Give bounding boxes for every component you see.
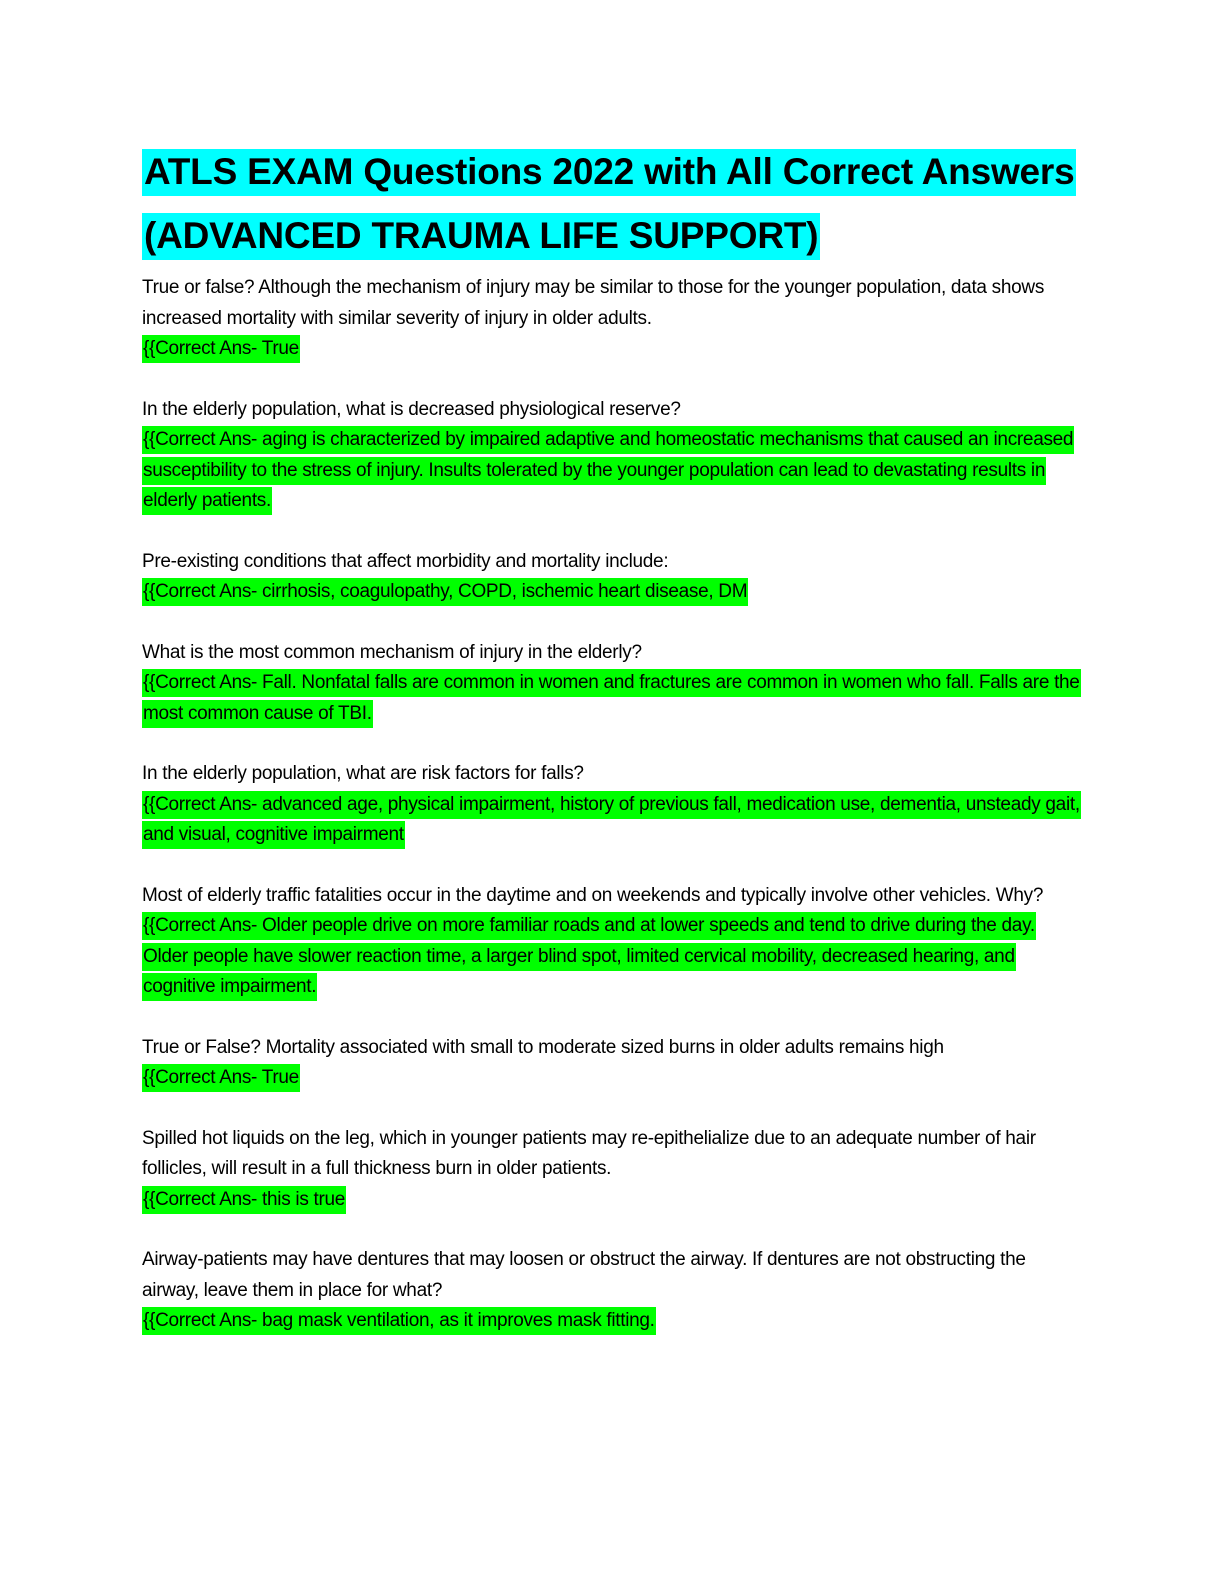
answer-highlight: {{Correct Ans- advanced age, physical impairment, history of previous fall, medication use, dementia, unsteady gait, and visual, cognitive impairment <box>142 791 1081 850</box>
qa-item-9 <box>142 1245 1082 1337</box>
answer-text <box>142 790 1082 851</box>
answer-highlight: {{Correct Ans- True <box>142 335 300 363</box>
answer-highlight: {{Correct Ans- Older people drive on more familiar roads and at lower speeds and tend to drive during the day. Older people have slower reaction time, a larger blind spot, limited cervical mobility, decreased hearing, and cognitive impairment. <box>142 912 1036 1001</box>
answer-text <box>142 1306 1082 1337</box>
answer-highlight: {{Correct Ans- cirrhosis, coagulopathy, COPD, ischemic heart disease, DM <box>142 578 748 606</box>
title-highlight: ATLS EXAM Questions 2022 with All Correct Answers (ADVANCED TRAUMA LIFE SUPPORT) <box>142 149 1076 260</box>
question-text: Most of elderly traffic fatalities occur in the daytime and on weekends and typically involve other vehicles. Why? <box>142 884 1044 906</box>
question-text: Airway-patients may have dentures that may loosen or obstruct the airway. If dentures are not obstructing the airway, leave them in place for what? <box>142 1249 1026 1301</box>
answer-highlight: {{Correct Ans- aging is characterized by impaired adaptive and homeostatic mechanisms that caused an increased susceptibility to the stress of injury. Insults tolerated by the younger population can lead to devastating results in elderly patients. <box>142 426 1074 515</box>
qa-item-8 <box>142 1124 1082 1216</box>
question-text: True or false? Although the mechanism of injury may be similar to those for the younger population, data shows increased mortality with similar severity of injury in older adults. <box>142 277 1045 329</box>
qa-item-6 <box>142 881 1082 1003</box>
question-text: In the elderly population, what is decreased physiological reserve? <box>142 398 681 420</box>
answer-text <box>142 911 1082 1003</box>
answer-text <box>142 668 1082 729</box>
question-text: Pre-existing conditions that affect morbidity and mortality include: <box>142 550 669 572</box>
answer-highlight: {{Correct Ans- bag mask ventilation, as it improves mask fitting. <box>142 1307 656 1335</box>
question-text: In the elderly population, what are risk factors for falls? <box>142 763 584 784</box>
answer-text <box>142 1063 1082 1094</box>
question-text: True or False? Mortality associated with small to moderate sized burns in older adults remains high <box>142 1036 944 1058</box>
qa-item-5 <box>142 759 1082 851</box>
answer-highlight: {{Correct Ans- this is true <box>142 1186 346 1214</box>
answer-text <box>142 425 1082 517</box>
answer-text <box>142 577 1082 608</box>
answer-text <box>142 1185 1082 1216</box>
qa-item-1 <box>142 273 1082 365</box>
answer-text <box>142 334 1082 365</box>
question-text: Spilled hot liquids on the leg, which in younger patients may re-epithelialize due to an adequate number of hair follicles, will result in a full thickness burn in older patients. <box>142 1127 1036 1179</box>
document-page <box>142 140 1082 1367</box>
qa-item-2 <box>142 395 1082 517</box>
question-text: What is the most common mechanism of injury in the elderly? <box>142 641 642 663</box>
document-title <box>142 140 1082 268</box>
answer-highlight: {{Correct Ans- Fall. Nonfatal falls are common in women and fractures are common in women who fall. Falls are the most common cause of TBI. <box>142 669 1081 728</box>
qa-item-4 <box>142 638 1082 730</box>
qa-item-7 <box>142 1033 1082 1094</box>
answer-highlight: {{Correct Ans- True <box>142 1064 300 1092</box>
qa-item-3 <box>142 547 1082 608</box>
